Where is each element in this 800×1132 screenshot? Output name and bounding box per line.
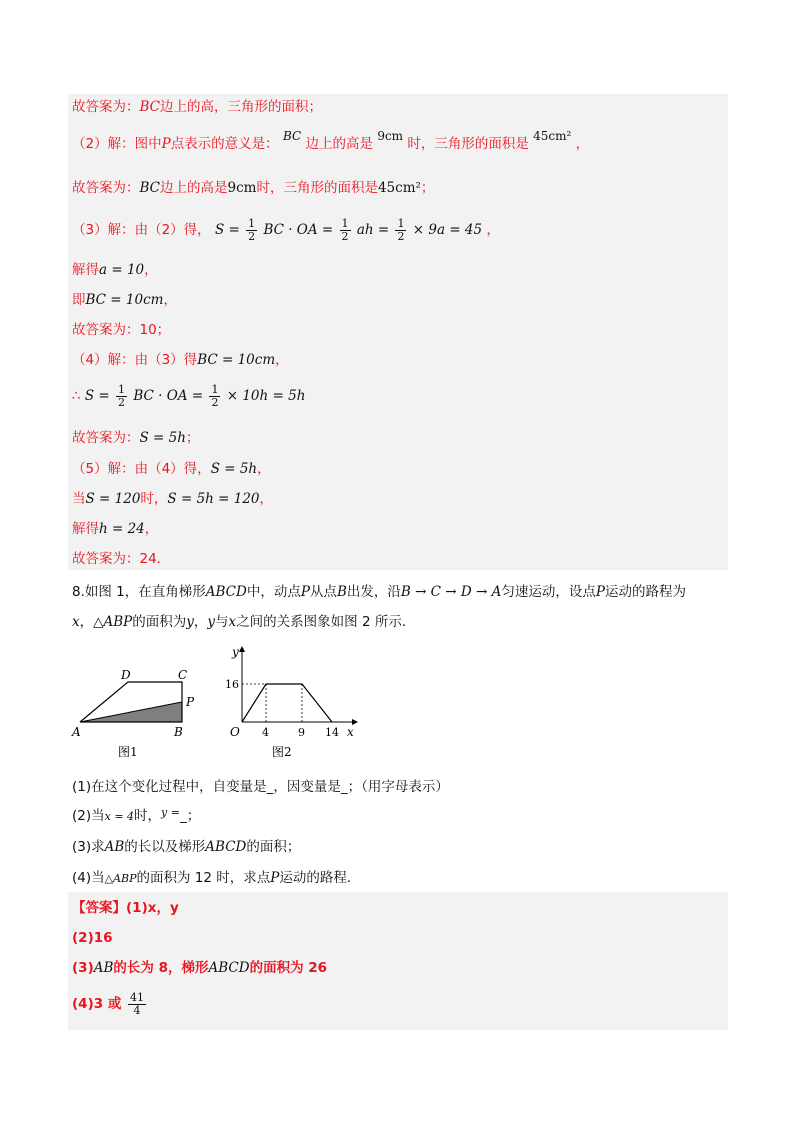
solution-line-2: （2）解：图中P点表示的意义是： BC 边上的高是 9cm 时，三角形的面积是 45cm² ， [72, 129, 590, 152]
label-9: 9 [298, 726, 305, 739]
answer-4: (4)3 或 $\frac{41}{4}$ [72, 990, 145, 1017]
problem-line-1: 8.如图 1，在直角梯形ABCD中，动点P从点B出发，沿B → C → D → A匀速运动，设点P运动的路程为 [72, 584, 686, 600]
label-p: P [186, 695, 195, 709]
solution-line-5: 解得a = 10， [72, 262, 158, 278]
label-16: 16 [225, 678, 239, 691]
label-14: 14 [325, 726, 339, 739]
solution-line-8: （4）解：由（3）得BC = 10cm， [72, 352, 289, 368]
answer-2: (2)16 [72, 930, 113, 946]
solution-line-7: 故答案为：10； [72, 322, 171, 338]
solution-line-11: （5）解：由（4）得，S = 5h， [72, 461, 271, 477]
graph-line [242, 684, 332, 722]
y-axis-arrow [239, 646, 245, 652]
solution-line-4: （3）解：由（2）得， S = $\frac{1}{2}$ BC · OA = $\frac{1}{2}$ ah = $\frac{1}{2}$ × 9a = 45 ， [72, 216, 500, 243]
solution-line-3: 故答案为：BC边上的高是9cm时，三角形的面积是45cm²； [72, 180, 435, 196]
question-4: (4)当△ABP的面积为 12 时，求点P运动的路程． [72, 870, 361, 886]
solution-line-9: ∴ S = $\frac{1}{2}$ BC · OA = $\frac{1}{2}$ × 10h = 5h [72, 382, 306, 409]
solution-line-12: 当S = 120时，S = 5h = 120， [72, 491, 274, 507]
label-x: x [347, 725, 354, 739]
figure-2-graph [222, 642, 362, 770]
answer-1: 【答案】(1)x，y [72, 900, 179, 916]
solution-line-14: 故答案为：24． [72, 551, 171, 567]
label-d: D [121, 668, 131, 682]
question-1: (1)在这个变化过程中，自变量是_，因变量是_；（用字母表示） [72, 779, 449, 795]
label-4: 4 [262, 726, 269, 739]
label-c: C [178, 668, 188, 682]
label-b: B [174, 725, 183, 739]
solution-line-6: 即BC = 10cm， [72, 292, 177, 308]
shaded-triangle-abp [80, 702, 182, 722]
label-o: O [230, 725, 240, 739]
answer-tag: 【答案】 [72, 900, 126, 916]
solution-line-13: 解得h = 24， [72, 521, 159, 537]
question-2: (2)当x = 4时，$^{y =}$_； [72, 806, 201, 824]
figure-2-caption: 图2 [272, 745, 292, 759]
solution-line-10: 故答案为：S = 5h； [72, 430, 200, 446]
answer-3: (3)AB的长为 8，梯形ABCD的面积为 26 [72, 960, 328, 976]
question-3: (3)求AB的长以及梯形ABCD的面积； [72, 839, 301, 855]
figure-1-trapezoid [68, 662, 208, 770]
problem-line-2: x，△ABP的面积为y，y与x之间的关系图象如图 2 所示． [72, 614, 416, 630]
figure-1-caption: 图1 [118, 745, 138, 759]
label-y: y [232, 645, 239, 659]
label-a: A [72, 725, 81, 739]
solution-line-1: 故答案为：BC边上的高，三角形的面积； [72, 99, 323, 115]
